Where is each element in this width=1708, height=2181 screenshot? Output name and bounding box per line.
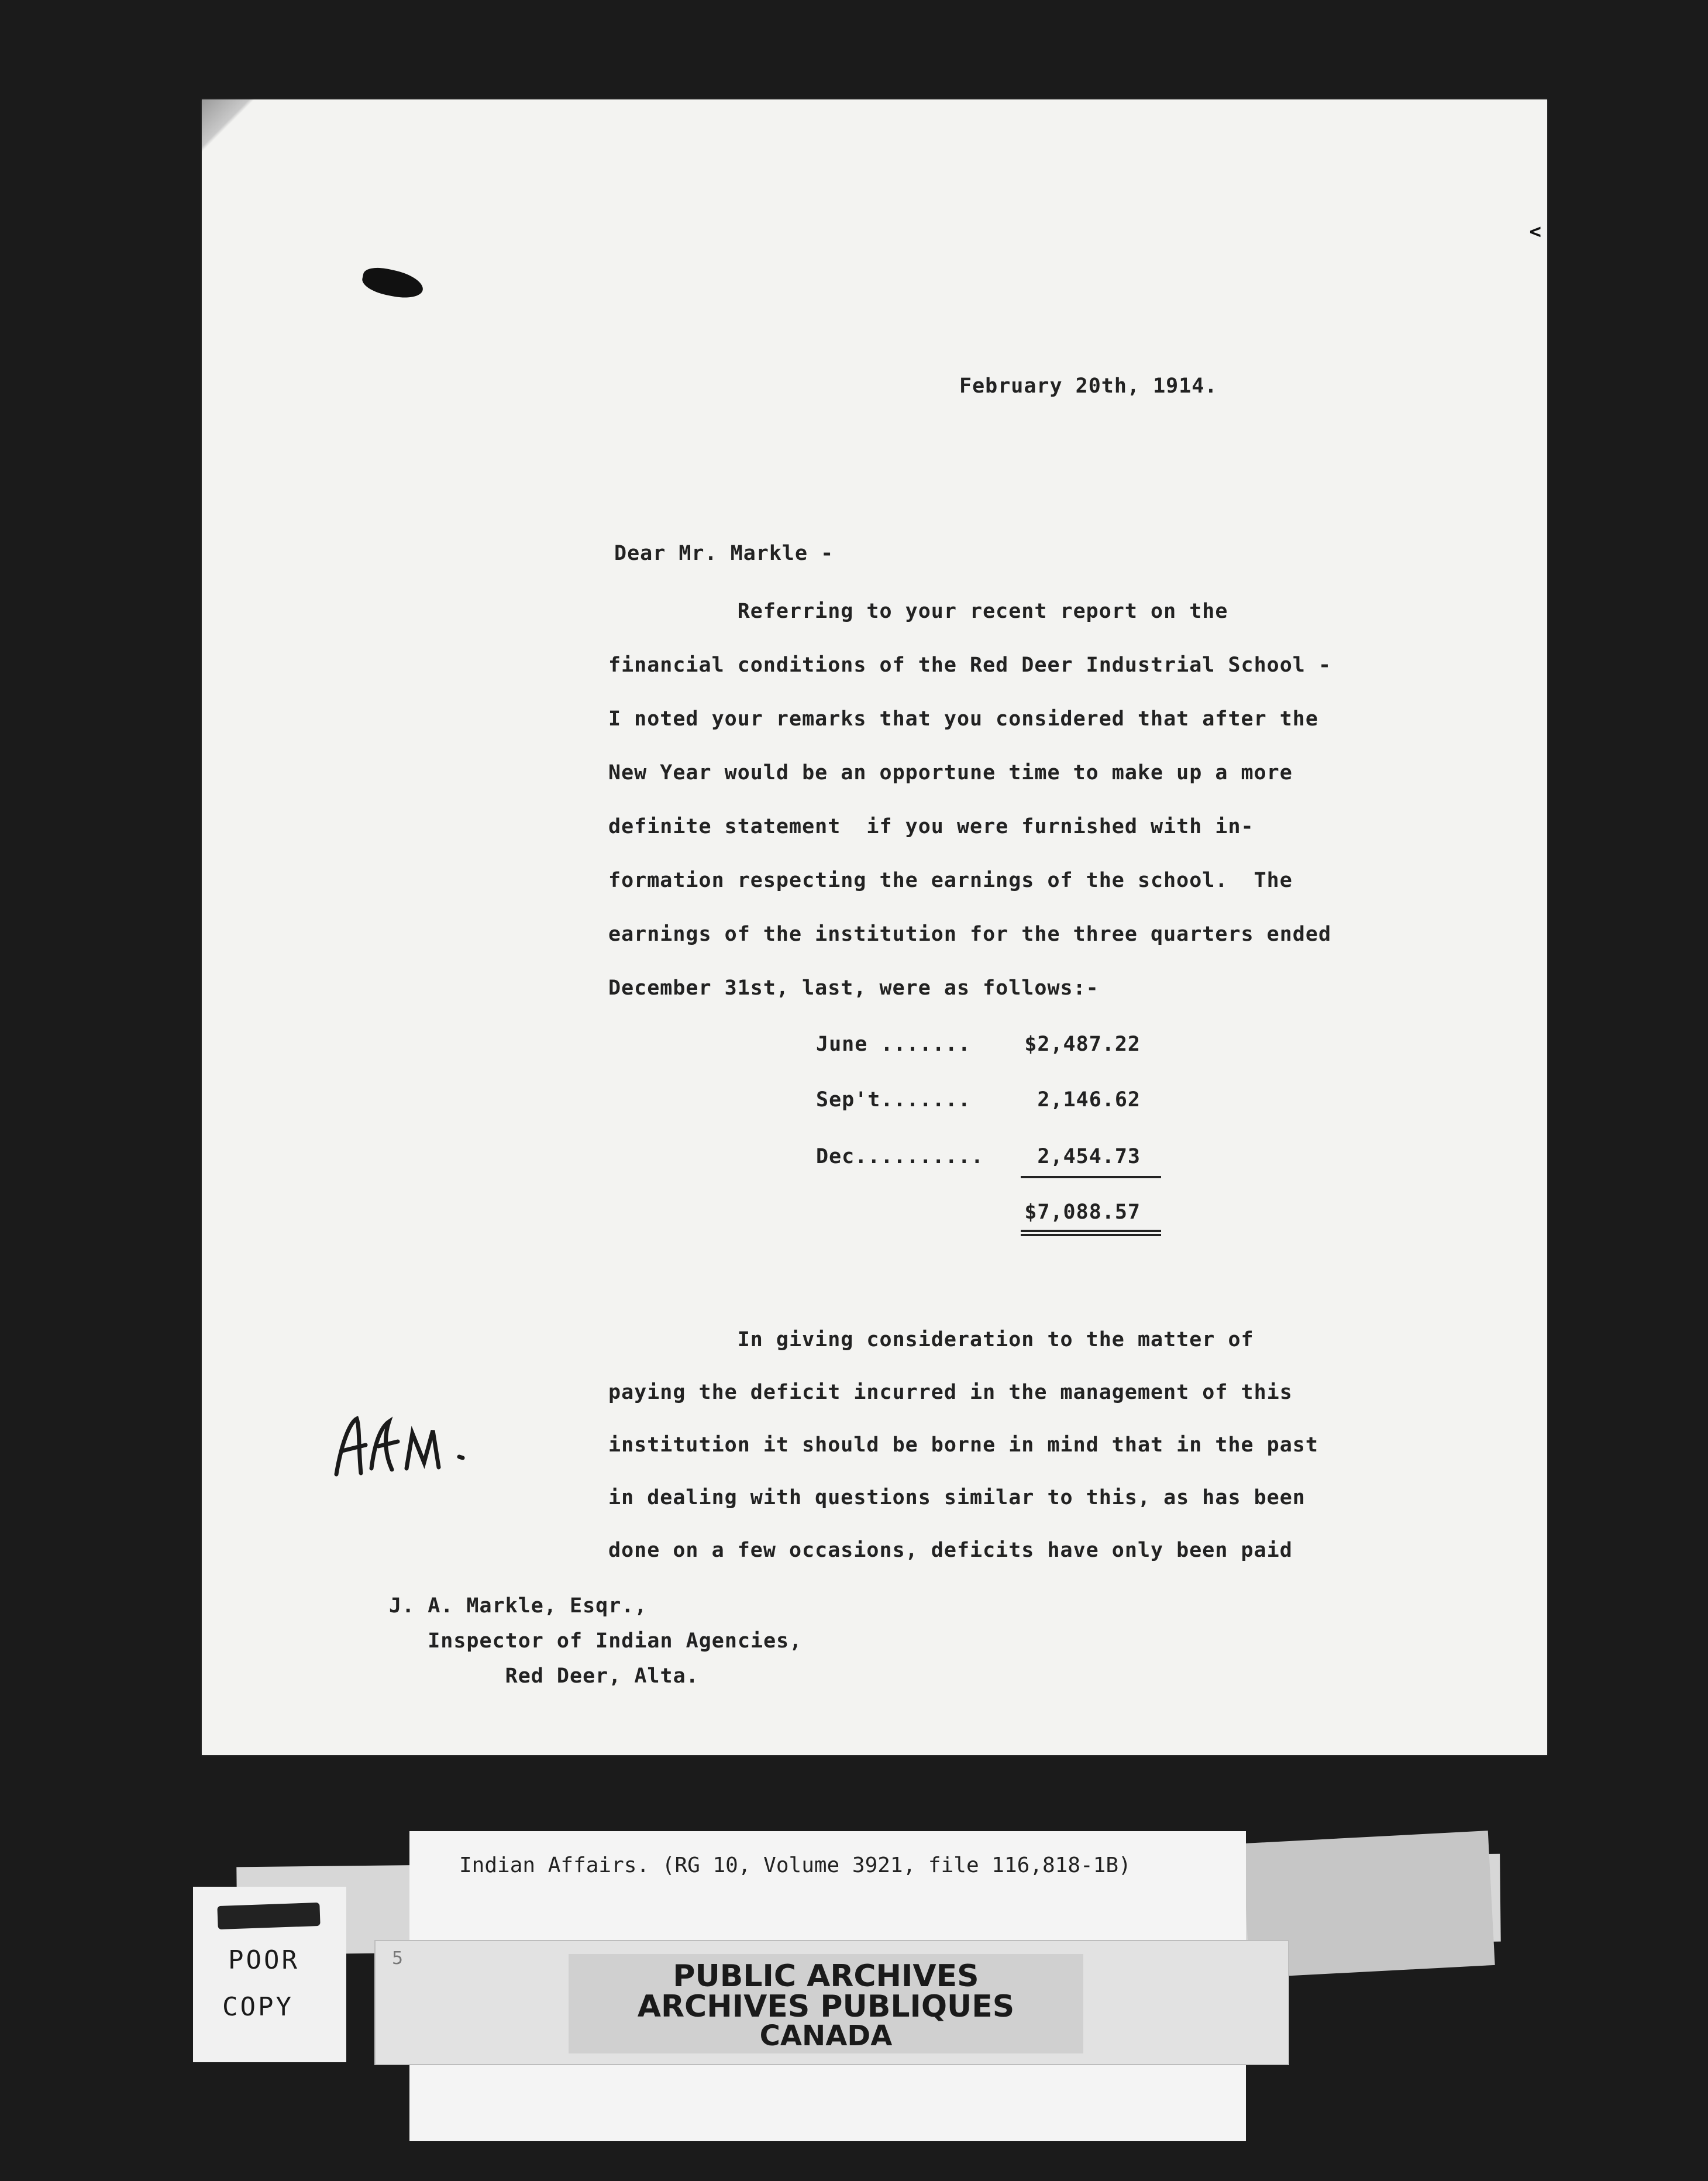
addressee-line: Red Deer, Alta. — [389, 1664, 699, 1688]
earnings-amount-june: $2,487.22 — [1024, 1033, 1141, 1056]
body-line: paying the deficit incurred in the management of this — [608, 1381, 1293, 1404]
body-line: December 31st, last, were as follows:- — [608, 976, 1099, 1000]
folded-corner — [202, 99, 254, 152]
archive-stamp — [569, 1954, 1083, 2053]
letter-date: February 20th, 1914. — [959, 374, 1218, 398]
archive-stamp-band — [374, 1940, 1289, 2065]
body-line: In giving consideration to the matter of — [608, 1328, 1254, 1351]
struck-out-text — [217, 1903, 320, 1929]
poor-copy-line: POOR — [228, 1945, 299, 1975]
earnings-amount-sept: 2,146.62 — [1037, 1088, 1141, 1112]
sum-underline — [1021, 1176, 1161, 1178]
body-line: formation respecting the earnings of the school. The — [608, 869, 1293, 892]
earnings-total: $7,088.57 — [1024, 1200, 1141, 1224]
handwritten-initials — [325, 1404, 477, 1486]
stamp-line-country: CANADA — [759, 2020, 893, 2052]
body-line: I noted your remarks that you considered that after the — [608, 707, 1318, 731]
body-line: New Year would be an opportune time to make up a more — [608, 761, 1293, 785]
earnings-label-dec: Dec.......... — [816, 1145, 984, 1168]
ink-blot — [360, 264, 426, 302]
body-line: institution it should be borne in mind that in the past — [608, 1433, 1318, 1457]
body-line: financial conditions of the Red Deer Industrial School - — [608, 653, 1332, 677]
earnings-label-sept: Sep't....... — [816, 1088, 971, 1112]
margin-mark: < — [1529, 220, 1541, 243]
body-line: in dealing with questions similar to this, as has been — [608, 1486, 1306, 1509]
body-line: earnings of the institution for the three quarters ended — [608, 923, 1332, 946]
poor-copy-note — [193, 1887, 346, 2062]
body-line: definite statement if you were furnished with in- — [608, 815, 1254, 838]
strip-number: 5 — [392, 1948, 404, 1969]
body-line: Referring to your recent report on the — [608, 600, 1228, 623]
addressee-line: J. A. Markle, Esqr., — [389, 1594, 648, 1618]
poor-copy-line: COPY — [222, 1992, 294, 2022]
total-double-underline — [1021, 1230, 1161, 1236]
letter-page — [202, 99, 1547, 1755]
stamp-line-en: PUBLIC ARCHIVES — [673, 1959, 979, 1994]
earnings-amount-dec: 2,454.73 — [1037, 1145, 1141, 1168]
salutation: Dear Mr. Markle - — [614, 542, 834, 565]
archive-reference: Indian Affairs. (RG 10, Volume 3921, file 116,818-1B) — [459, 1853, 1131, 1877]
stamp-line-fr: ARCHIVES PUBLIQUES — [637, 1989, 1015, 2024]
addressee-line: Inspector of Indian Agencies, — [389, 1629, 803, 1653]
body-line: done on a few occasions, deficits have only been paid — [608, 1539, 1293, 1562]
earnings-label-june: June ....... — [816, 1033, 971, 1056]
